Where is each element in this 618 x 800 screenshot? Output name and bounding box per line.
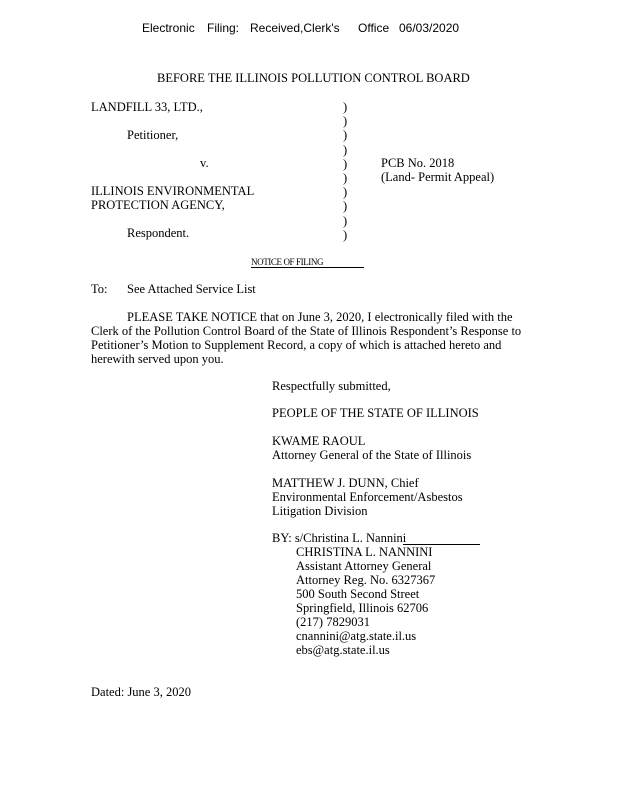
stamp-date: 06/03/2020	[399, 21, 460, 35]
street-address: 500 South Second Street	[296, 587, 420, 601]
case-number: PCB No. 2018	[381, 156, 455, 170]
notice-title-underline	[251, 267, 364, 268]
petitioner-role: Petitioner,	[127, 128, 179, 142]
body-line-2: Clerk of the Pollution Control Board of the State of Illinois Respondent’s Response to	[91, 324, 522, 338]
respondent-name-line1: ILLINOIS ENVIRONMENTAL	[91, 184, 255, 198]
board-title: BEFORE THE ILLINOIS POLLUTION CONTROL BOARD	[157, 71, 470, 85]
stamp-received: Received,Clerk's	[250, 21, 340, 35]
by-line: BY: s/Christina L. Nannini	[272, 531, 407, 545]
to-value: See Attached Service List	[127, 282, 256, 296]
attorney-general-title: Attorney General of the State of Illinois	[272, 448, 472, 462]
stamp-filing: Filing:	[207, 21, 240, 35]
chief-division-line2: Litigation Division	[272, 504, 368, 518]
attorney-title: Assistant Attorney General	[296, 559, 432, 573]
chief-division-line1: Environmental Enforcement/Asbestos	[272, 490, 463, 504]
notice-title-text: NOTICE OF FILING	[251, 257, 324, 267]
caption-parentheses: ) ) ) ) ) ) ) ) ) )	[343, 100, 348, 242]
stamp-electronic: Electronic	[142, 21, 195, 35]
notice-title	[251, 255, 364, 269]
respondent-role: Respondent.	[127, 226, 190, 240]
body-line-4: herewith served upon you.	[91, 352, 224, 366]
attorney-registration: Attorney Reg. No. 6327367	[296, 573, 436, 587]
body-line-3: Petitioner’s Motion to Supplement Record, a copy of which is attached hereto and	[91, 338, 502, 352]
versus-label: v.	[200, 156, 209, 170]
case-type: (Land- Permit Appeal)	[381, 170, 495, 184]
party-name: PEOPLE OF THE STATE OF ILLINOIS	[272, 406, 479, 420]
email-primary: cnannini@atg.state.il.us	[296, 629, 417, 643]
closing: Respectfully submitted,	[272, 379, 391, 393]
city-address: Springfield, Illinois 62706	[296, 601, 429, 615]
chief-name: MATTHEW J. DUNN, Chief	[272, 476, 419, 490]
petitioner-name: LANDFILL 33, LTD.,	[91, 100, 203, 114]
body-line-1: PLEASE TAKE NOTICE that on June 3, 2020, I electronically filed with the	[127, 310, 513, 324]
dated-line: Dated: June 3, 2020	[91, 685, 191, 699]
to-label: To:	[91, 282, 108, 296]
attorney-name: CHRISTINA L. NANNINI	[296, 545, 433, 559]
respondent-name-line2: PROTECTION AGENCY,	[91, 198, 225, 212]
stamp-office: Office	[358, 21, 390, 35]
attorney-general-name: KWAME RAOUL	[272, 434, 366, 448]
phone-number: (217) 7829031	[296, 615, 370, 629]
email-secondary: ebs@atg.state.il.us	[296, 643, 390, 657]
